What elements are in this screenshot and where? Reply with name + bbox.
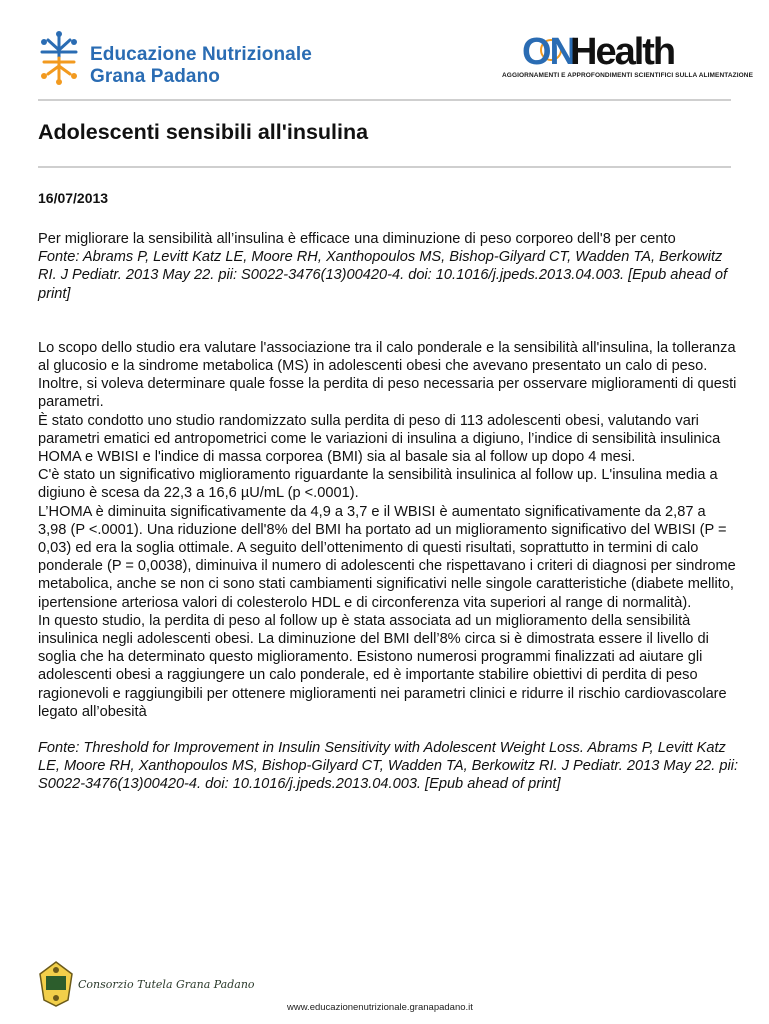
article-body — [38, 230, 738, 794]
title-divider — [38, 166, 731, 168]
onhealth-tagline: AGGIORNAMENTI E APPROFONDIMENTI SCIENTIFICI SULLA ALIMENTAZIONE — [502, 72, 754, 79]
logo-line-2: Grana Padano — [90, 66, 221, 87]
grana-padano-badge-icon — [38, 960, 74, 1008]
article-paragraph: C'è stato un significativo miglioramento riguardante la sensibilità insulinica al follow up. L'insulina media a digiuno è scesa da 22,3 a 16,6 µU/mL (p <.0001). — [38, 467, 718, 502]
snowflake-logo-icon — [36, 30, 82, 86]
consorzio-grana-padano-logo — [38, 960, 255, 1010]
article-paragraph: In questo studio, la perdita di peso al follow up è stata associata ad un miglioramento della sensibilità insulinica negli adolescenti obesi. La diminuzione del BMI dell’8% circa si è dimostrata essere il livello di soglia che ha determinato questo miglioramento. Esistono numerosi programmi finalizzati ad aiutare gli adolescenti obesi a raggiungere un calo ponderale, ed è importante stabilire obiettivi di perdita di peso ragionevoli e raggiungibili per ottenere miglioramenti nei parametri clinici e ridurre il rischio cardiovascolare legato all’obesità — [38, 612, 727, 720]
article-lead: Per migliorare la sensibilità all’insulina è efficace una diminuzione di peso corporeo dell'8 per cento — [38, 231, 676, 247]
page-header — [0, 0, 769, 100]
website-url[interactable]: www.educazionenutrizionale.granapadano.it — [287, 1002, 473, 1013]
article-paragraph: Lo scopo dello studio era valutare l'associazione tra il calo ponderale e la sensibilità all'insulina, la tolleranza al glucosio e la sindrome metabolica (MS) in adolescenti obesi che avevano presentato un calo di peso. Inoltre, si voleva determinare quale fosse la perdita di peso necessaria per osservare miglioramenti di questi parametri. — [38, 339, 737, 411]
onhealth-logo — [500, 30, 754, 88]
page-title: Adolescenti sensibili all'insulina — [38, 120, 369, 144]
header-divider — [38, 99, 731, 101]
onhealth-on-text: ON — [522, 31, 575, 70]
article-date: 16/07/2013 — [38, 190, 109, 206]
article-paragraph: È stato condotto uno studio randomizzato sulla perdita di peso di 113 adolescenti obesi, valutando vari parametri ematici ed antropometrici come le variazioni di insulina a digiuno, l’indice di sensibilità insulinica HOMA e WBISI e l'indice di massa corporea (BMI) sia al basale sia al follow up dopo 4 mesi. — [38, 412, 721, 466]
logo-line-1: Educazione Nutrizionale — [90, 44, 312, 65]
onhealth-wordmark — [500, 30, 730, 70]
article-lead-source: Fonte: Abrams P, Levitt Katz LE, Moore RH, Xanthopoulos MS, Bishop-Gilyard CT, Wadden TA, Berkowitz RI. J Pediatr. 2013 May 22. pii: S0022-3476(13)00420-4. doi: 10.1016/j.jpeds.2013.04.003. [Epub ahead of print] — [38, 249, 728, 302]
educazione-nutrizionale-logo — [36, 30, 336, 90]
article-paragraph: L’HOMA è diminuita significativamente da 4,9 a 3,7 e il WBISI è aumentato significativamente da 2,87 a 3,98 (P <.0001). Una riduzione dell'8% del BMI ha portato ad un miglioramento significativo del WBISI (P = 0,03) ed era la soglia ottimale. A seguito dell’ottenimento di questi risultati, soprattutto in termini di calo ponderale (P = 0,0038), diminuiva il numero di adolescenti che rispettavano i criteri di diagnosi per sindrome metabolica, anche se non ci sono stati cambiamenti significativi nelle singole caratteristiche (diabete mellito, ipertensione arteriosa valori di colesterolo HDL e di circonferenza vita superiori al range di normalità). — [38, 503, 736, 611]
consorzio-text: Consorzio Tutela Grana Padano — [78, 978, 255, 991]
article-final-source: Fonte: Threshold for Improvement in Insulin Sensitivity with Adolescent Weight Loss. Abrams P, Levitt Katz LE, Moore RH, Xanthopoulos MS, Bishop-Gilyard CT, Wadden TA, Berkowitz RI. J Pediatr. 2013 May 22. pii: S0022-3476(13)00420-4. doi: 10.1016/j.jpeds.2013.04.003. [Epub ahead of print] — [38, 740, 738, 793]
onhealth-health-text: Health — [570, 31, 675, 70]
